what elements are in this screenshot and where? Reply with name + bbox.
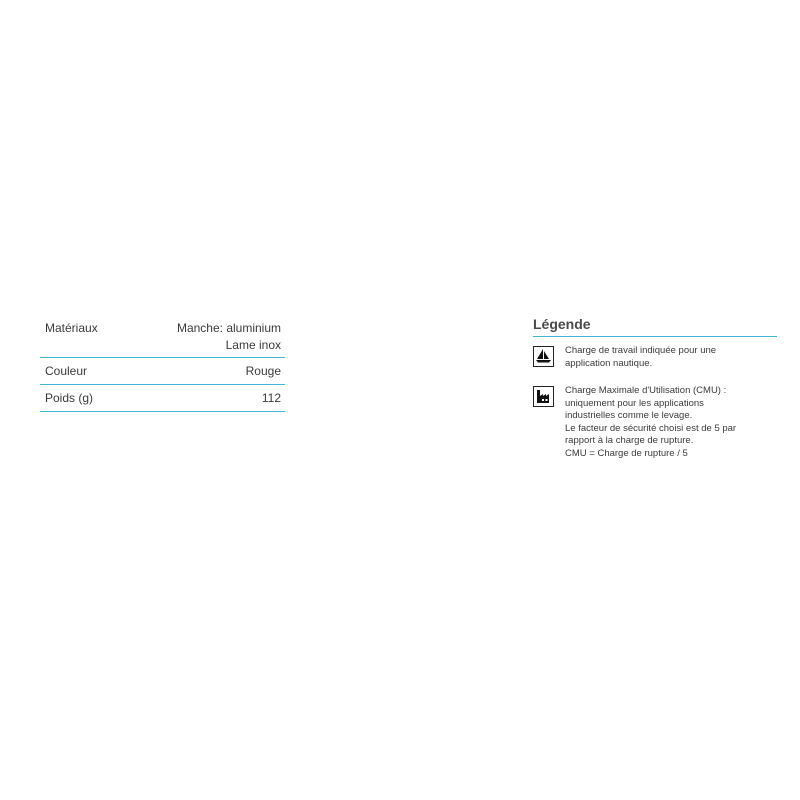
legend-line: industrielles comme le levage. — [565, 410, 693, 421]
legend-item-nautical — [533, 345, 777, 370]
spec-value-line: Lame inox — [225, 338, 281, 352]
legend-item-text — [565, 345, 716, 370]
legend-line: Charge Maximale d'Utilisation (CMU) : — [565, 385, 727, 396]
spec-row-color — [40, 358, 285, 385]
factory-icon — [533, 386, 554, 407]
spec-value-line: Manche: aluminium — [176, 321, 281, 335]
spec-label: Matériaux — [45, 321, 98, 335]
sailboat-icon — [533, 346, 554, 367]
spec-label: Couleur — [45, 364, 88, 378]
spec-row-materials — [40, 316, 285, 358]
spec-value — [177, 320, 281, 354]
spec-table — [40, 316, 285, 412]
spec-row-weight — [40, 385, 285, 412]
legend-item-industrial — [533, 385, 777, 460]
legend-line: CMU = Charge de rupture / 5 — [565, 447, 688, 459]
legend-line: application nautique. — [565, 357, 653, 369]
legend-item-text — [565, 385, 736, 460]
spec-label: Poids (g) — [45, 391, 94, 405]
legend-title: Légende — [533, 314, 777, 337]
spec-value: Rouge — [245, 364, 281, 378]
legend-line: rapport à la charge de rupture. — [565, 435, 694, 446]
legend-line: uniquement pour les applications — [565, 397, 704, 409]
legend-line: Le facteur de sécurité choisi est de 5 par — [565, 422, 737, 434]
legend-line: Charge de travail indiquée pour une — [565, 345, 717, 356]
legend — [533, 314, 777, 460]
spec-value: 112 — [261, 391, 281, 405]
